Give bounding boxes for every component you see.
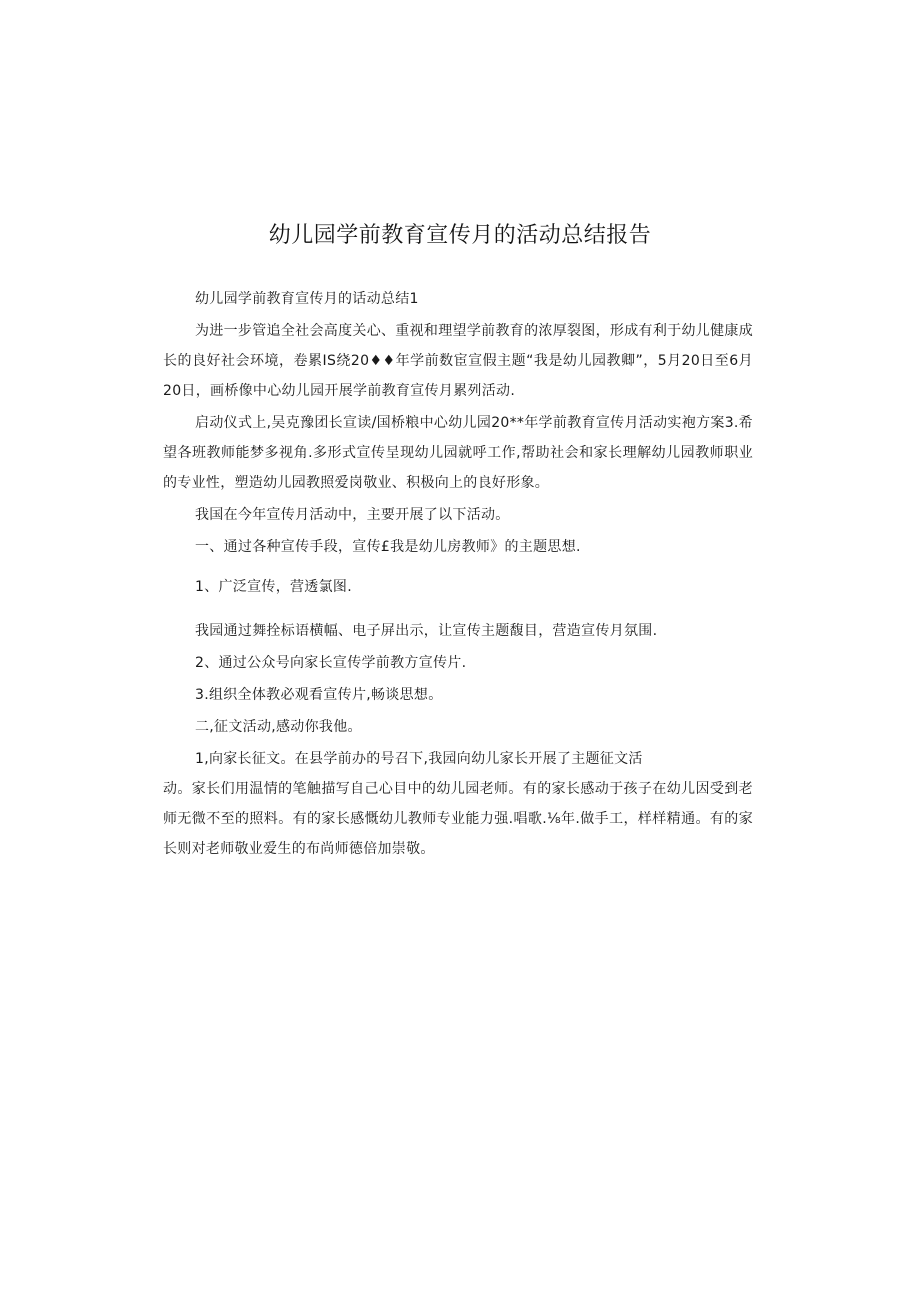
paragraph-banners: 我园通过舞拴标语横幅、电子屏出示，让宣传主题馥目，营造宣传月氛围. bbox=[195, 623, 658, 639]
document-body bbox=[163, 284, 753, 864]
paragraph-item-2: 2、通过公众号向家长宣传学前教方宣传片. bbox=[195, 655, 467, 671]
paragraph-item-1: 1、广泛宣传，营透氯图. bbox=[195, 579, 352, 595]
paragraph-intro: 为进一步管追全社会高度关心、重视和理望学前教育的浓厚裂图，形成有利于幼儿健康成长的良好社会环境，卷累IS绕20♦♦年学前数宦宣假主题“我是幼儿园教卿”，5月20日至6月20日，画桥像中心幼儿园开展学前教育宣传月累列活动. bbox=[163, 323, 753, 399]
paragraph-section-two: 二,征文活动,感动你我他。 bbox=[195, 719, 362, 735]
paragraph-ceremony: 启动仪式上,吴克豫团长宣读/国桥粮中心幼儿园20**年学前教育宣传月活动实袍方案3.希望各班教师能梦多视角.多形式宣传呈现幼儿园就呼工作,帮助社会和家长理解幼儿园教师职业的专业性，塑造幼儿园教照爱岗敬业、积极向上的良好形象。 bbox=[163, 415, 753, 491]
paragraph-subtitle: 幼儿园学前教育宣传月的话动总结1 bbox=[195, 291, 419, 307]
paragraph-item-3: 3.组织全体教必观看宣传片,畅谈思想。 bbox=[195, 687, 443, 703]
paragraph-activities-intro: 我国在今年宣传月活动中，主要开展了以下活动。 bbox=[195, 507, 510, 523]
paragraph-section-one: 一、通过各种宣传手段，宣传£我是幼儿房教师》的主题思想. bbox=[195, 539, 581, 555]
paragraph-essay-body: 动。家长们用温情的笔触描写自己心目中的幼儿园老师。有的家长感动于孩子在幼儿因受到老师无微不至的照料。有的家长感慨幼儿教师专业能力强.唱歌.⅛年.做手工，样样精通。有的家长则对老师敬业爱生的布尚师德倍加崇敬。 bbox=[163, 781, 753, 857]
paragraph-essay-intro: 1,向家长征文。在县学前办的号召下,我园向幼儿家长开展了主题征文活 bbox=[195, 751, 643, 767]
document-title: 幼儿园学前教育宣传月的活动总结报告 bbox=[268, 223, 652, 248]
